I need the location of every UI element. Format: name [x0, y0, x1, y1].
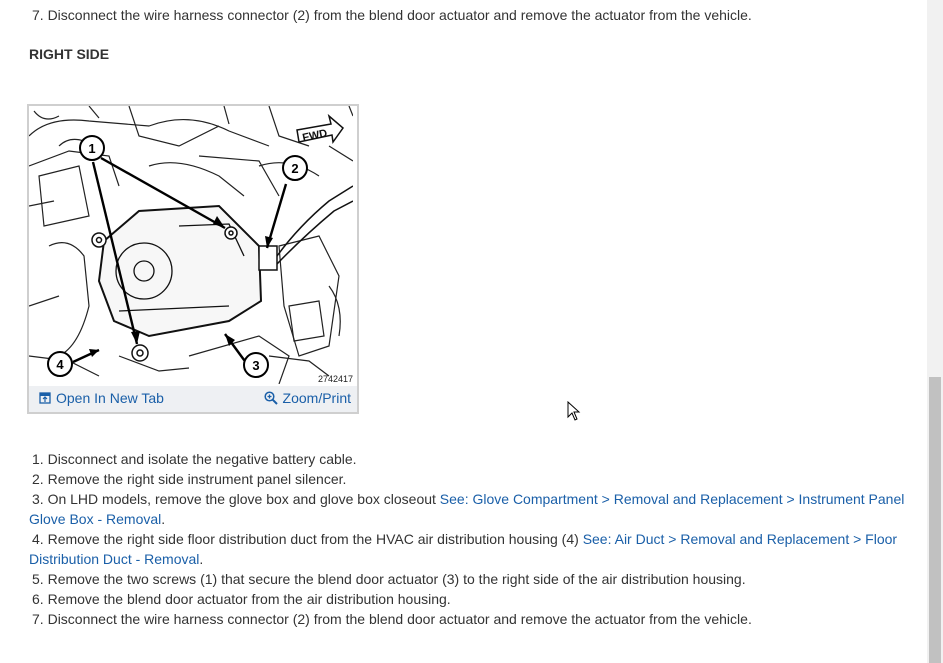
svg-text:1: 1 — [88, 141, 96, 156]
svg-text:4: 4 — [56, 357, 64, 372]
svg-text:2: 2 — [291, 161, 299, 176]
step-item: 1. Disconnect and isolate the negative battery cable. — [32, 451, 357, 467]
step-item: 4. Remove the right side floor distribution duct from the HVAC air distribution housing (4) See: Air Duct > Removal and Replacement > Floor Distribution Duct - Removal. — [29, 531, 898, 567]
glove-box-removal-link[interactable]: See: Glove Compartment > Removal and Replacement > Instrument Panel Glove Box - Removal — [29, 491, 905, 527]
zoom-print-label: Zoom/Print — [282, 390, 351, 406]
zoom-print-button[interactable] — [264, 390, 351, 406]
previous-step-7 — [29, 5, 752, 25]
fwd-label: FWD — [301, 127, 329, 145]
svg-text:3: 3 — [252, 358, 260, 373]
step-item: 7. Disconnect the wire harness connector (2) from the blend door actuator and remove the actuator from the vehicle. — [32, 611, 752, 627]
magnifier-plus-icon — [264, 391, 278, 405]
floor-duct-removal-link[interactable]: See: Air Duct > Removal and Replacement > Floor Distribution Duct - Removal — [29, 531, 898, 567]
section-heading: RIGHT SIDE — [29, 46, 110, 62]
figure-id: 2742417 — [317, 374, 353, 384]
scrollbar-thumb[interactable] — [929, 377, 941, 663]
vertical-scrollbar[interactable] — [927, 0, 943, 663]
steps-list — [29, 449, 914, 629]
step-text: 7. Disconnect the wire harness connector (2) from the blend door actuator and remove the actuator from the vehicle. — [32, 7, 752, 23]
open-in-new-tab-button[interactable] — [39, 390, 164, 406]
mouse-cursor-icon — [567, 401, 581, 426]
figure-illustration[interactable] — [29, 106, 353, 384]
open-new-tab-icon — [39, 392, 51, 404]
step-item: 5. Remove the two screws (1) that secure the blend door actuator (3) to the right side of the air distribution housing. — [32, 571, 746, 587]
step-item: 6. Remove the blend door actuator from the air distribution housing. — [32, 591, 451, 607]
open-in-new-tab-label: Open In New Tab — [56, 390, 164, 406]
figure-toolbar — [29, 386, 357, 412]
figure — [27, 104, 359, 414]
step-item: 2. Remove the right side instrument panel silencer. — [32, 471, 347, 487]
step-item: 3. On LHD models, remove the glove box and glove box closeout See: Glove Compartment > Removal and Replacement > Instrument Panel Glove Box - Removal. — [29, 491, 905, 527]
